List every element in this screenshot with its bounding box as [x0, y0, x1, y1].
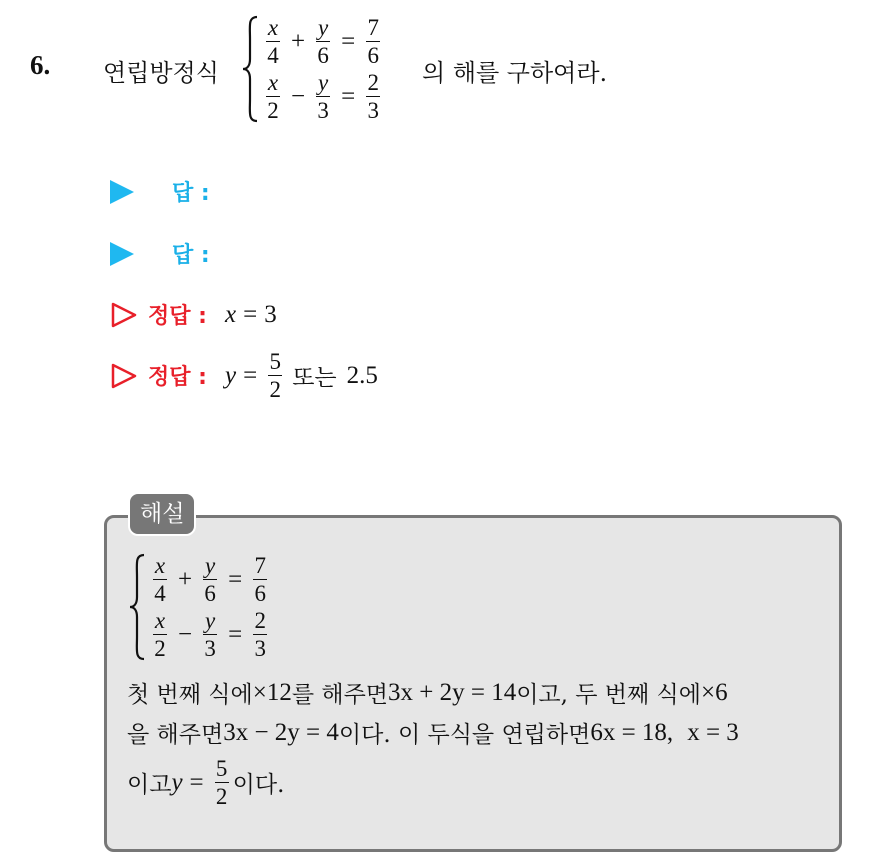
- fraction: $\frac{y}{6}$: [317, 15, 329, 68]
- equation-1: $\frac{x}{4}$ + $\frac{y}{6}$ = $\frac{7}{6}$: [267, 15, 379, 68]
- fraction: $\frac{5}{2}$: [215, 756, 228, 809]
- triangle-outline-icon: [110, 362, 138, 390]
- fraction: $\frac{x}{2}$: [154, 608, 166, 661]
- answer-blank-2[interactable]: [110, 238, 210, 269]
- solution-x-value: x = 3: [224, 300, 277, 328]
- explanation-line-1: 첫 번째 식에 ×12 를 해주면 3x + 2y = 14 이고, 두 번째 식에 ×6: [127, 678, 728, 708]
- equation-1: $\frac{x}{4}$ + $\frac{y}{6}$ = $\frac{7}{6}$: [154, 553, 266, 606]
- explanation-line-3: 이고 y = $\frac{5}{2}$ 이다.: [127, 756, 285, 809]
- solution-y-value: y = $\frac{5}{2}$ 또는 2.5: [224, 349, 378, 402]
- solution-label: 정답 :: [148, 304, 207, 329]
- fraction: $\frac{5}{2}$: [269, 349, 281, 402]
- answer-label: 답 :: [172, 243, 210, 268]
- fraction: $\frac{y}{3}$: [204, 608, 216, 661]
- fraction: $\frac{x}{2}$: [267, 70, 279, 123]
- solution-x: [110, 299, 277, 330]
- equation-2: $\frac{x}{2}$ − $\frac{y}{3}$ = $\frac{2}{3}$: [154, 608, 266, 661]
- solution-label: 정답 :: [148, 365, 207, 390]
- play-arrow-icon: [110, 180, 134, 204]
- equation-2: $\frac{x}{2}$ − $\frac{y}{3}$ = $\frac{2}{3}$: [267, 70, 379, 123]
- triangle-outline-icon: [110, 301, 138, 329]
- answer-label: 답 :: [172, 181, 210, 206]
- solution-y: [110, 350, 378, 401]
- or-text: 또는: [292, 365, 337, 391]
- explanation-equation-system: [127, 552, 271, 662]
- fraction: $\frac{x}{4}$: [267, 15, 279, 68]
- play-arrow-icon: [110, 242, 134, 266]
- fraction: $\frac{2}{3}$: [254, 608, 266, 661]
- answer-blank-1[interactable]: [110, 176, 210, 207]
- question-tail-text: 의 해를 구하여라.: [422, 59, 608, 87]
- fraction: $\frac{y}{3}$: [317, 70, 329, 123]
- fraction: $\frac{y}{6}$: [204, 553, 216, 606]
- fraction: $\frac{7}{6}$: [254, 553, 266, 606]
- question-lead-text: 연립방정식: [103, 59, 219, 87]
- left-brace-icon: [240, 14, 260, 124]
- fraction: $\frac{x}{4}$: [154, 553, 166, 606]
- left-brace-icon: [127, 552, 147, 662]
- fraction: $\frac{7}{6}$: [367, 15, 379, 68]
- question-equation-system: [240, 14, 384, 124]
- question-number: 6.: [30, 50, 51, 80]
- explanation-tab: 해설: [128, 492, 196, 536]
- fraction: $\frac{2}{3}$: [367, 70, 379, 123]
- explanation-line-2: 을 해주면 3x − 2y = 4 이다. 이 두식을 연립하면 6x = 18, x = 3: [127, 718, 739, 748]
